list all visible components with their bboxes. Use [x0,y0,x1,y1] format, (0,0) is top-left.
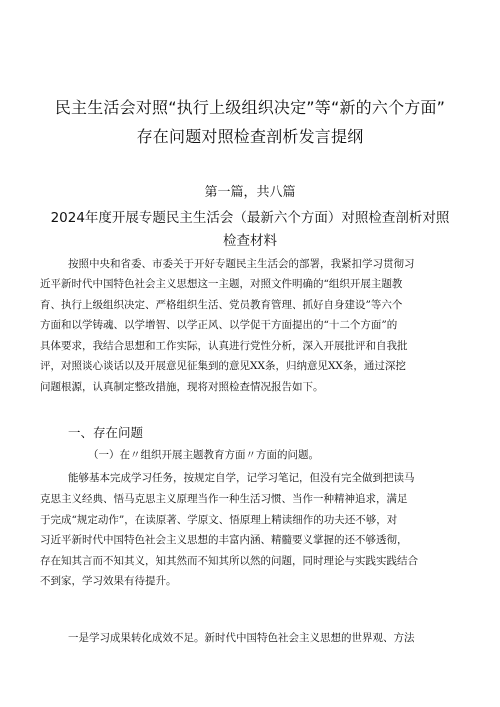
body-line: 于完成“规定动作”，在读原著、学原文、悟原理上精读细作的功夫还不够，对 [40,513,398,526]
body-line: 能够基本完成学习任务，按规定自学，记学习笔记，但没有完全做到把读马 [68,472,415,484]
subsection-heading: （一）在〃组织开展主题教育方面〃方面的问题。 [88,449,319,461]
section-heading: 第一篇，共八篇 [204,185,296,200]
next-paragraph-first-line [68,628,476,649]
intro-line: 具体要求，我结合思想和工作实际，认真进行党性分析，深入开展批评和自我批 [40,339,408,352]
subtitle-line-1: 2024年度开展专题民主生活会（最新六个方面）对照检查剖析对照 [50,210,450,226]
intro-first-line [68,254,464,275]
body-line: 不到家，学习效果有待提升。 [40,575,177,587]
document-title-line-1: 民主生活会对照“执行上级组织决定”等“新的六个方面” [54,98,446,117]
intro-line: 问题根源，认真制定整改措施，现将对照检查情况报告如下。 [40,380,324,393]
document-title-line-2: 存在问题对照检查剖析发言提纲 [136,127,364,146]
body-first-line [68,468,464,489]
section-heading-problems: 一、存在问题 [68,425,144,440]
intro-line: 育、执行上级组织决定、严格组织生活、党员教育管理、抓好自身建设”等六个 [40,298,403,311]
body-paragraph [40,489,464,592]
intro-line: 评，对照谈心谈话以及开展意见征集到的意见XX条，归纳意见XX条，通过深挖 [40,360,406,372]
intro-line: 按照中央和省委、市委关于开好专题民主生活会的部署，我紧扣学习贯彻习 [68,258,415,270]
body-line: 存在知其言而不知其义，知其然而不知其所以然的问题，同时理论与实践实践结合 [40,554,418,567]
intro-paragraph [40,274,464,397]
intro-line: 近平新时代中国特色社会主义思想这一主题，对照文件明确的“组织开展主题教 [40,278,403,290]
subtitle-line-2: 检查材料 [223,233,277,249]
body-line: 一是学习成果转化成效不足。新时代中国特色社会主义思想的世界观、方法 [68,632,415,644]
body-line: 习近平新时代中国特色社会主义思想的丰富内涵、精髓要义掌握的还不够透彻， [40,534,408,546]
body-line: 克思主义经典、悟马克思主义原理当作一种生活习惯、当作一种精神追求，满足 [40,493,408,505]
intro-line: 方面和以学铸魂、以学增智、以学正风、以学促干方面提出的“十二个方面”的 [40,319,398,331]
